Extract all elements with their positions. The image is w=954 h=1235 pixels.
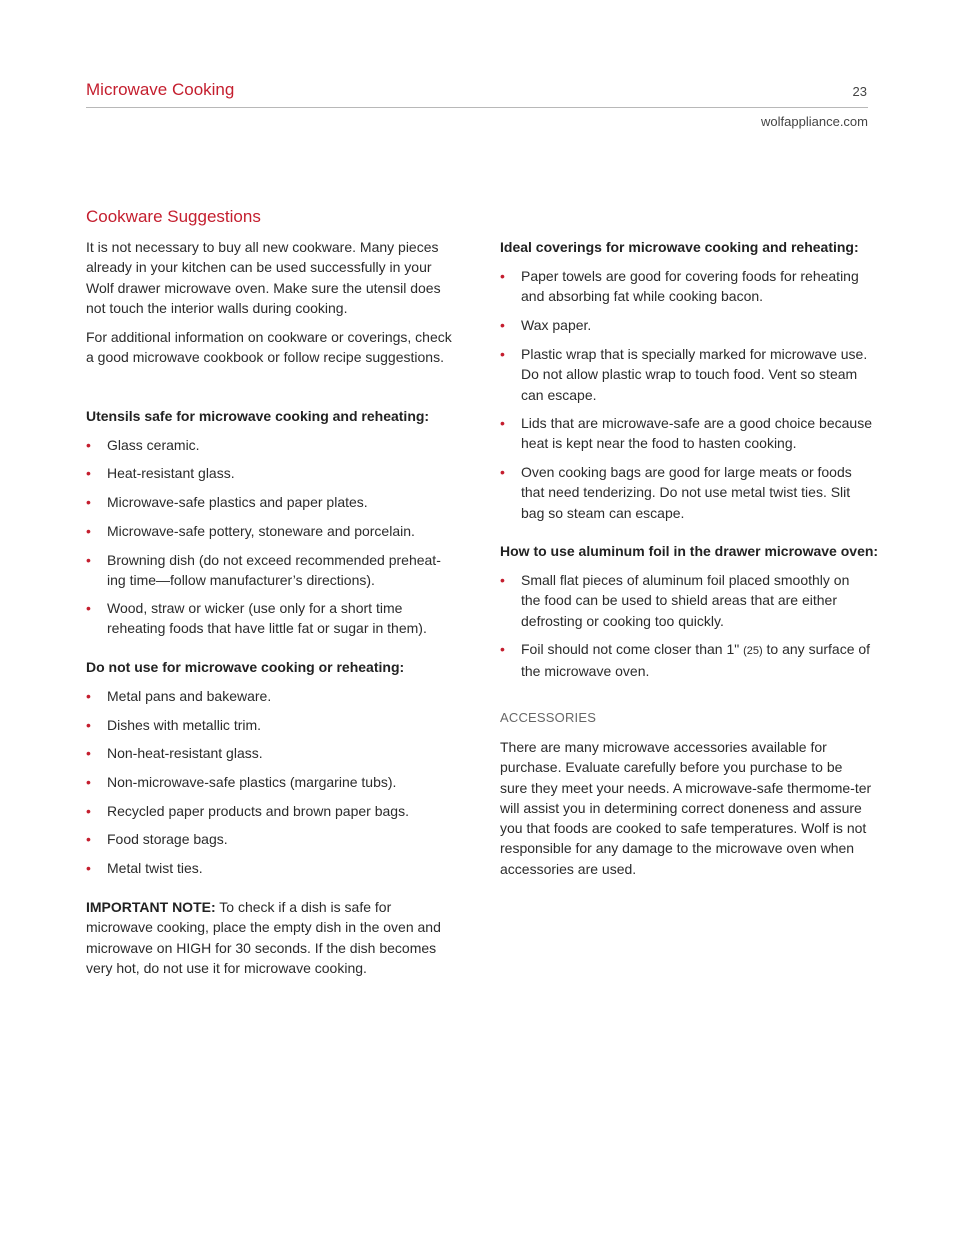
foil-heading: How to use aluminum foil in the drawer microwave oven: [500,543,879,559]
list-item: • Non-heat-resistant glass. [86,743,458,763]
list-item: • Food storage bags. [86,829,458,849]
list-item: • Paper towels are good for covering foods for reheating and absorbing fat while cooking bacon. [500,266,872,307]
accessories-paragraph: There are many microwave accessories available for purchase. Evaluate carefully before you purchase to be sure they meet your needs. A microwave-safe thermome-ter will assist you in determining correct doneness and assure you that foods are cooked to safe temperatures. Wolf is not responsible for any damage to the microwave oven when accessories are used. [500,739,872,877]
unsafe-utensils-heading: Do not use for microwave cooking or reheating: [86,659,405,675]
list-item: • Plastic wrap that is specially marked for microwave use. Do not allow plastic wrap to touch food. Vent so steam can escape. [500,344,872,405]
list-item: • Metal twist ties. [86,858,458,878]
list-item: • Recycled paper products and brown paper bags. [86,801,458,821]
intro-paragraph-1: It is not necessary to buy all new cookware. Many pieces already in your kitchen can be used successfully in your Wolf drawer microwave oven. Make sure the utensil does not touch the interior walls during cooking. [86,239,441,316]
list-item: • Small flat pieces of aluminum foil placed smoothly on the food can be used to shield areas that are either defrosting or cooking too quickly. [500,570,872,631]
list-item [500,639,872,682]
important-note-text: To check if a dish is safe for microwave cooking, place the empty dish in the oven and microwave on HIGH for 30 seconds. If the dish becomes very hot, do not use it for microwave cooking. [86,899,441,976]
list-item: • Non-microwave-safe plastics (margarine tubs). [86,772,458,792]
list-item: • Oven cooking bags are good for large meats or foods that need tenderizing. Do not use metal twist ties. Slit bag so steam can escape. [500,462,872,523]
intro-paragraph-2: For additional information on cookware or coverings, check a good microwave cookbook or follow recipe suggestions. [86,329,452,366]
foil-text-b: to any surface of the microwave oven. [521,641,871,680]
foil-text-a: Foil should not come closer than 1" [521,641,744,657]
foil-metric: (25) [743,645,763,657]
header-divider [86,107,868,108]
safe-utensils-heading: Utensils safe for microwave cooking and reheating: [86,408,430,424]
important-note [86,897,458,978]
header-title: Microwave Cooking [86,80,235,99]
page-number: 23 [852,84,867,99]
accessories-title: ACCESSORIES [500,710,597,725]
list-item: • Wood, straw or wicker (use only for a short time reheating foods that have little fat or sugar in them). [86,598,458,639]
list-item: • Microwave-safe plastics and paper plates. [86,492,458,512]
list-item: • Browning dish (do not exceed recommended preheat-ing time—follow manufacturer’s directions). [86,550,458,591]
list-item: • Wax paper. [500,315,872,335]
list-item: • Lids that are microwave-safe are a good choice because heat is kept near the food to hasten cooking. [500,413,872,454]
list-item: • Glass ceramic. [86,435,458,455]
list-item: • Heat-resistant glass. [86,463,458,483]
list-item: • Dishes with metallic trim. [86,715,458,735]
list-item: • Microwave-safe pottery, stoneware and porcelain. [86,521,458,541]
website-url: wolfappliance.com [761,114,868,129]
important-note-label: IMPORTANT NOTE: [86,899,216,915]
list-item: • Metal pans and bakeware. [86,686,458,706]
section-title: Cookware Suggestions [86,207,261,226]
coverings-heading: Ideal coverings for microwave cooking and reheating: [500,239,859,255]
